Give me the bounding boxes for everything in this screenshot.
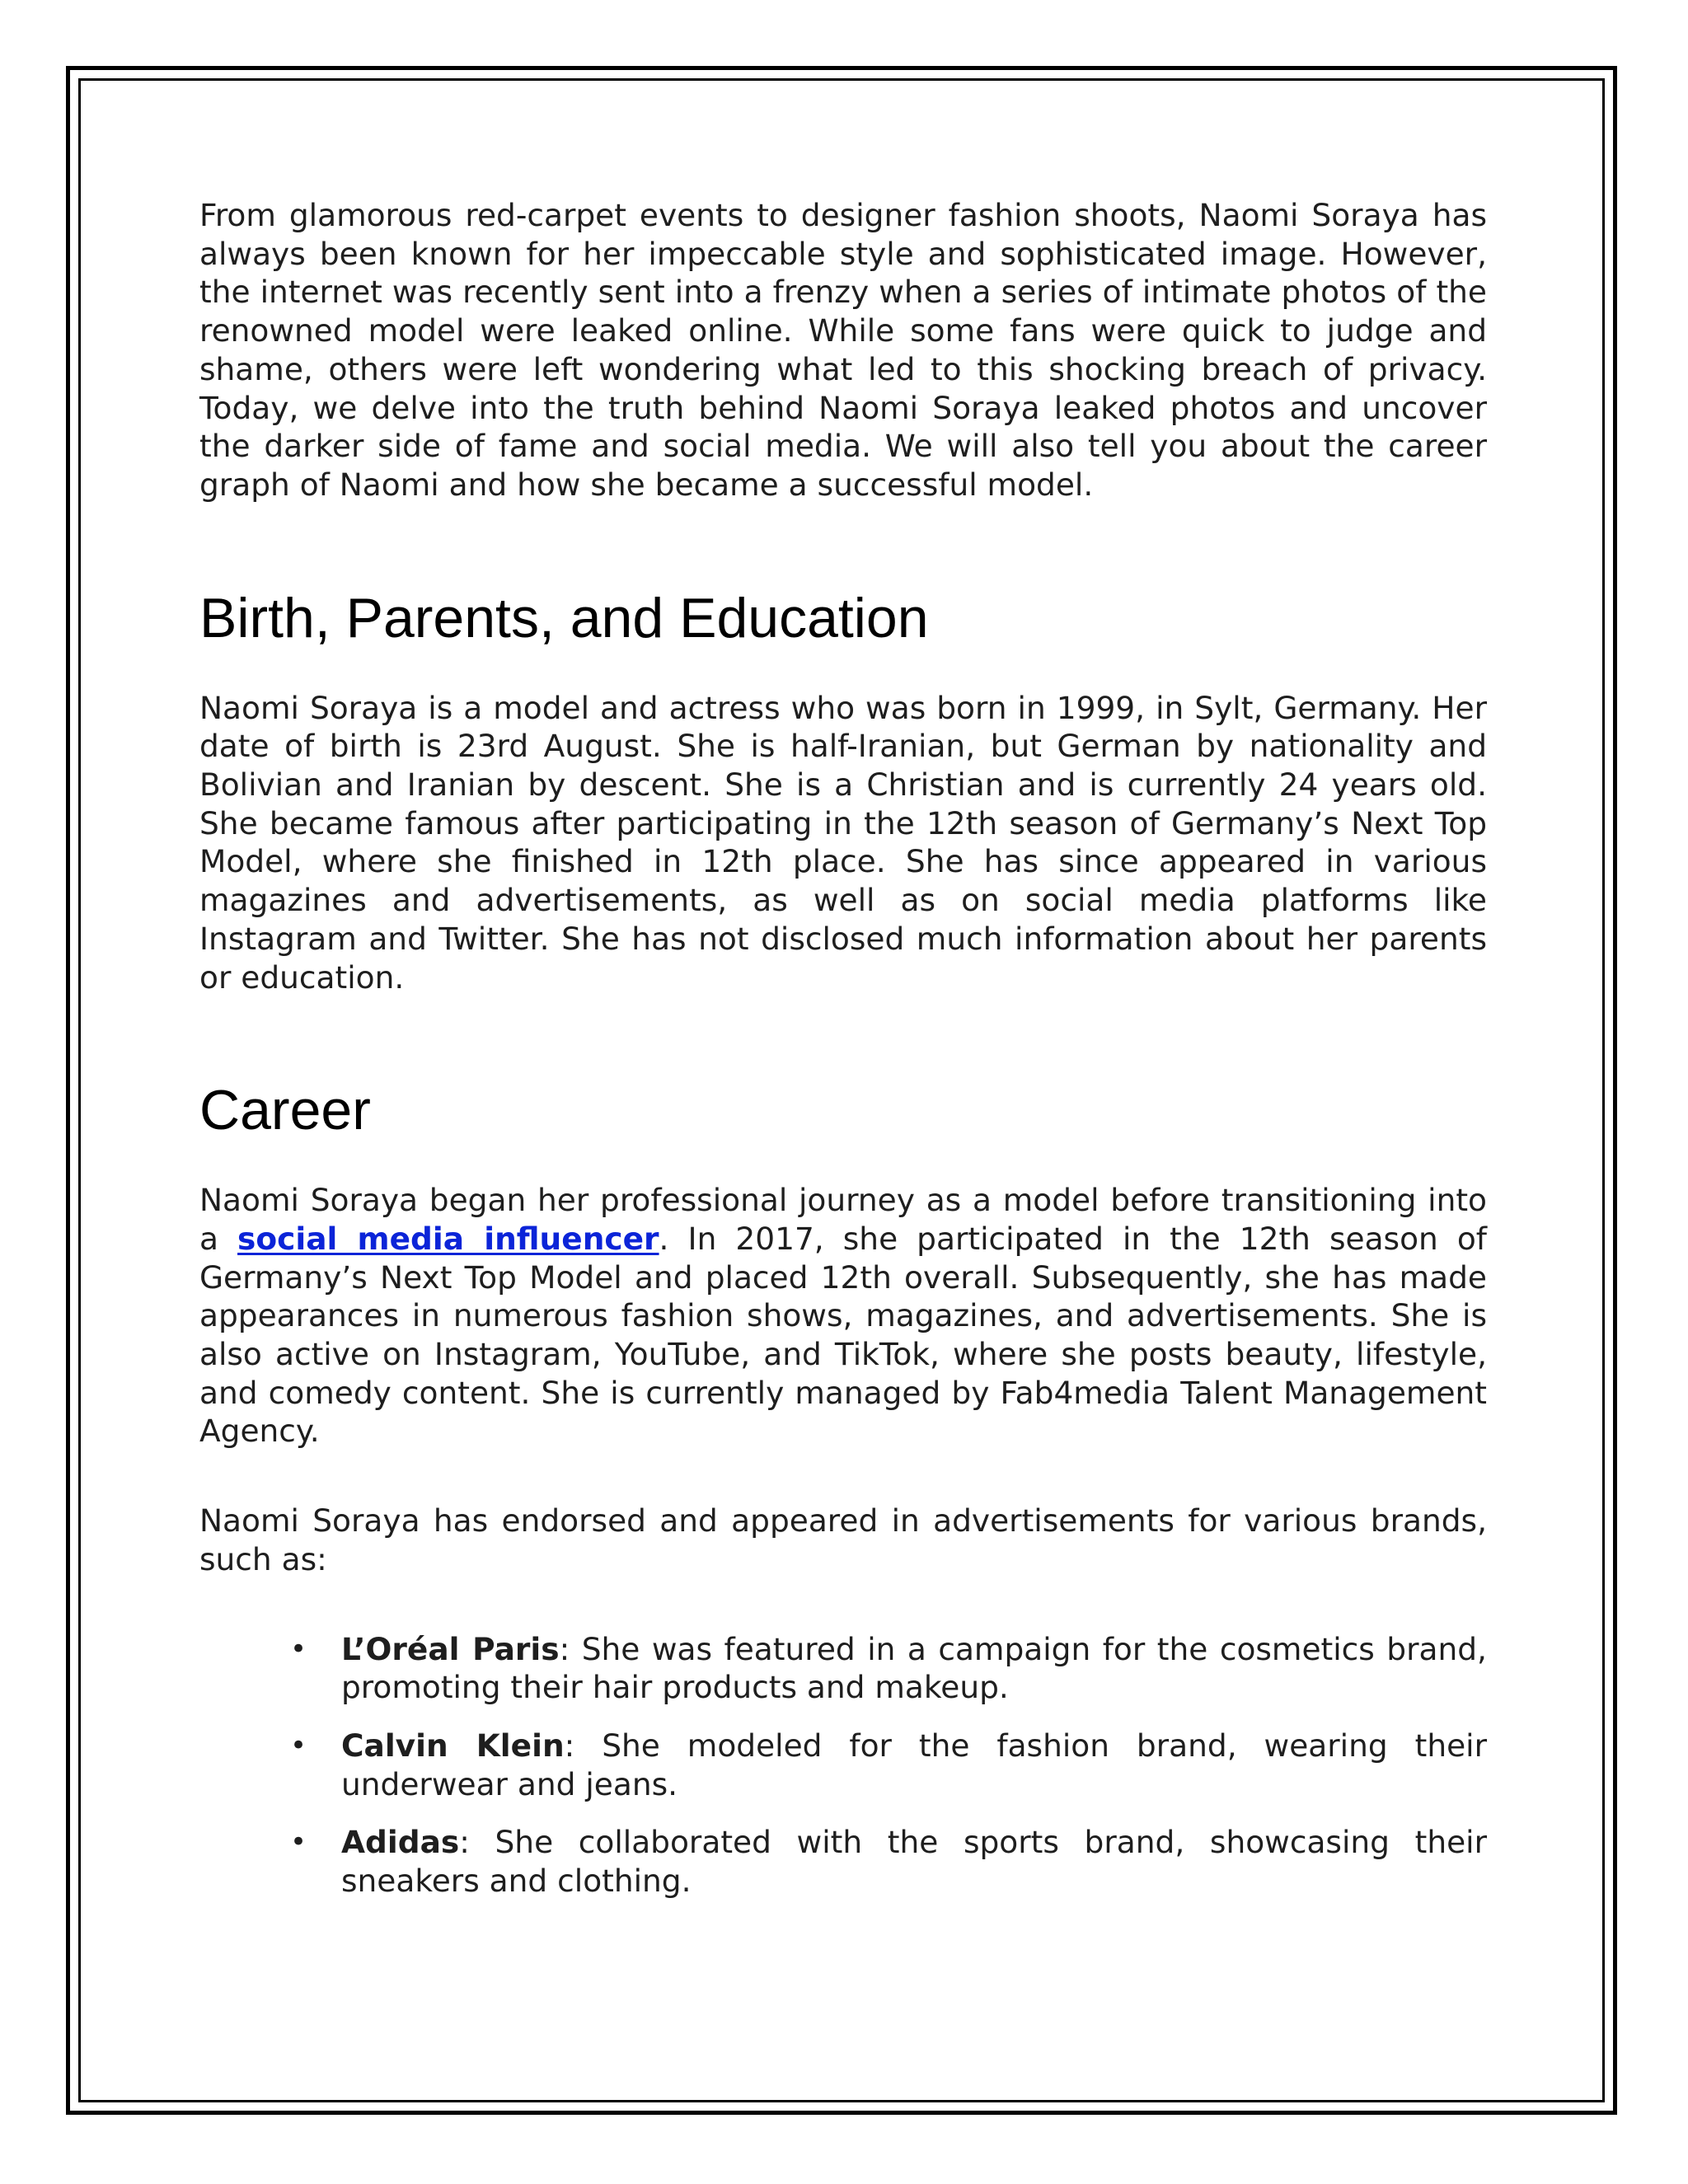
birth-section-heading: Birth, Parents, and Education [199, 586, 929, 649]
brand-item-calvin-klein [290, 1727, 1487, 1803]
bullet-icon: • [290, 1632, 307, 1666]
article-content [199, 196, 1487, 1920]
birth-paragraph: Naomi Soraya is a model and actress who was born in 1999, in Sylt, Germany. Her date of birth is 23rd August. She is half-Iranian, but German by nationality and Bolivian and Iranian by descent. She is a Christian and is currently 24 years old. She became famous after participating in the 12th season of Germany’s Next Top Model, where she finished in 12th place. She has since appeared in various magazines and advertisements, as well as on social media platforms like Instagram and Twitter. She has not disclosed much information about her parents or education. [199, 689, 1487, 996]
career-text-end: . In 2017, she participated in the 12th season of Germany’s Next Top Model and placed 12th overall. Subsequently, she has made appearances in numerous fashion shows, magazines, and advertisements. She is also active on Instagram, YouTube, and TikTok, where she posts beauty, lifestyle, and comedy content. She is currently managed by Fab4media Talent Management Agency. [199, 1220, 1487, 1450]
intro-paragraph: From glamorous red-carpet events to designer fashion shoots, Naomi Soraya has always been known for her impeccable style and sophisticated image. However, the internet was recently sent into a frenzy when a series of intimate photos of the renowned model were leaked online. While some fans were quick to judge and shame, others were left wondering what led to this shocking breach of privacy. Today, we delve into the truth behind Naomi Soraya leaked photos and uncover the darker side of fame and social media. We will also tell you about the career graph of Naomi and how she became a successful model. [199, 197, 1487, 503]
brand-item-adidas [290, 1823, 1487, 1900]
brand-name: Calvin Klein [341, 1727, 565, 1764]
brand-list [199, 1630, 1487, 1900]
bullet-icon: • [290, 1825, 307, 1859]
brand-name: Adidas [341, 1824, 460, 1861]
brand-name: L’Oréal Paris [341, 1630, 560, 1667]
career-section-heading: Career [199, 1079, 371, 1142]
brand-description: : She collaborated with the sports brand, showcasing their sneakers and clothing. [341, 1824, 1487, 1900]
brands-intro-paragraph: Naomi Soraya has endorsed and appeared in advertisements for various brands, such as: [199, 1502, 1487, 1577]
brand-description: : She modeled for the fashion brand, wearing their underwear and jeans. [341, 1727, 1487, 1802]
bullet-icon: • [290, 1728, 307, 1762]
career-paragraph [199, 1181, 1487, 1451]
social-media-influencer-link[interactable]: social media influencer [237, 1220, 659, 1257]
brand-item-loreal [290, 1630, 1487, 1707]
career-text-start: Naomi Soraya began her professional journey as a model before transitioning into a [199, 1182, 1487, 1257]
brand-description: : She was featured in a campaign for the cosmetics brand, promoting their hair products and makeup. [341, 1630, 1487, 1706]
